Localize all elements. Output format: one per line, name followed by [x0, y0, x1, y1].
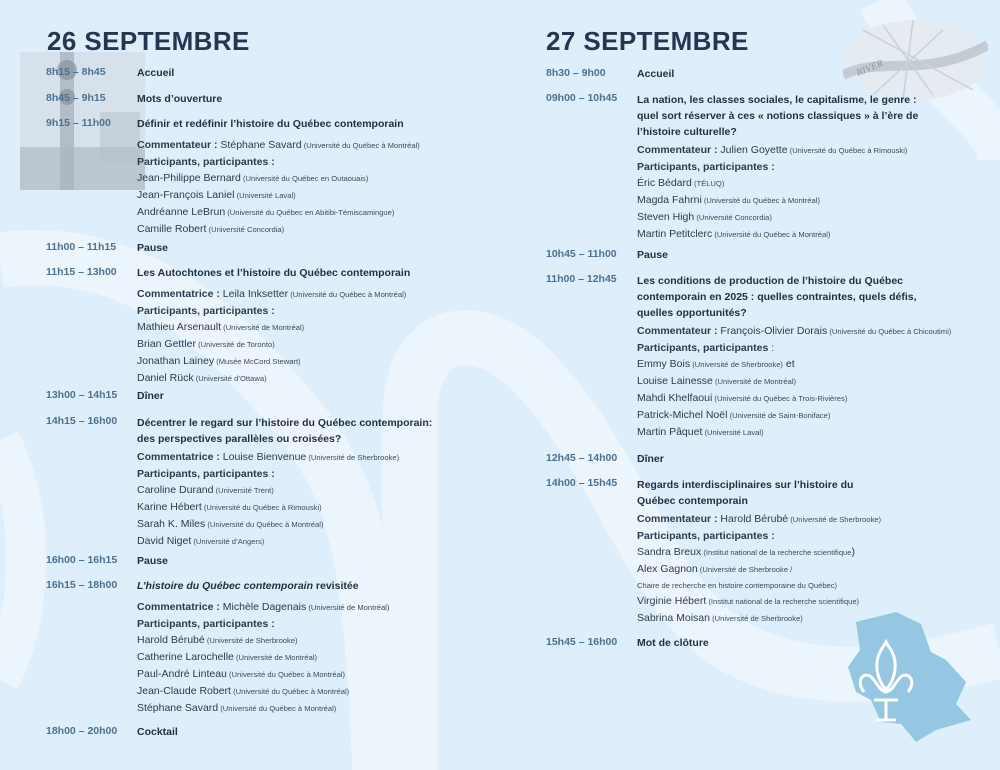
- session: [46, 579, 476, 717]
- person-name: Alex Gagnon: [637, 563, 698, 575]
- session-time: 13h00 – 14h15: [46, 389, 118, 401]
- map-label: RIVER: [855, 58, 885, 79]
- affiliation: (Université du Québec à Montréal): [701, 196, 820, 205]
- participants-heading: [137, 466, 476, 482]
- participant: [137, 336, 476, 353]
- participant: [637, 561, 976, 578]
- participant: [637, 610, 976, 627]
- session-title: Mot de clôture: [637, 637, 709, 649]
- participant: [137, 499, 476, 516]
- affiliation: (Institut national de la recherche scientifique: [701, 548, 852, 557]
- session-time: 16h00 – 16h15: [46, 554, 118, 566]
- session: [46, 241, 476, 255]
- person-name: Harold Bérubé: [137, 634, 205, 646]
- participant: [637, 226, 976, 243]
- affiliation: (Université de Montréal): [306, 603, 390, 612]
- participants-heading: [137, 303, 476, 319]
- session-title-suffix: revisitée: [313, 580, 359, 592]
- participant: [637, 192, 976, 209]
- affiliation: (Université Laval): [234, 191, 296, 200]
- participant: [137, 666, 476, 683]
- role-label: Participants, participantes: [637, 342, 769, 354]
- person-name: Jean-Philippe Bernard: [137, 172, 241, 184]
- person-name: Patrick-Michel Noël: [637, 409, 728, 421]
- participant: [137, 683, 476, 700]
- affiliation: (Musée McCord Stewart): [214, 357, 301, 366]
- river-map: [843, 20, 988, 100]
- session-title: Accueil: [637, 68, 675, 80]
- affiliation: (Université Trent): [213, 486, 274, 495]
- participant-affiliation-continued: [637, 578, 976, 593]
- person-name: Sabrina Moisan: [637, 612, 710, 624]
- person-name: Jean-Claude Robert: [137, 685, 231, 697]
- participant: [637, 593, 976, 610]
- affiliation: (Institut national de la recherche scientifique): [706, 597, 860, 606]
- role-label: Participants, participantes :: [137, 156, 275, 168]
- affiliation: (Université du Québec en Abitibi-Témiscamingue): [225, 208, 395, 217]
- session: [546, 248, 976, 262]
- session-time: 09h00 – 10h45: [546, 92, 618, 104]
- affiliation: (Université du Québec à Montréal): [218, 704, 337, 713]
- commentator-line: [137, 137, 476, 154]
- affiliation: (Université de Sherbrooke): [709, 614, 803, 623]
- session: [546, 273, 976, 441]
- person-name: Mathieu Arsenault: [137, 321, 222, 333]
- affiliation: (Université du Québec à Montréal): [226, 670, 346, 679]
- session-time: 15h45 – 16h00: [546, 636, 618, 648]
- session-title: Accueil: [137, 67, 175, 79]
- day1-title: 26 SEPTEMBRE: [47, 26, 250, 56]
- person-name: Brian Gettler: [137, 338, 196, 350]
- affiliation: (Université de Saint-Boniface): [727, 411, 831, 420]
- affiliation: (Université du Québec à Montréal): [205, 520, 324, 529]
- person-name: Stéphane Savard: [217, 139, 302, 151]
- affiliation: (Université du Québec à Montréal): [288, 290, 407, 299]
- participant: [137, 221, 476, 238]
- session-title: Décentrer le regard sur l’histoire du Québec contemporain: des perspectives parallèles ou croisées?: [137, 417, 433, 445]
- session-title: Cocktail: [137, 726, 178, 738]
- session-title: Les Autochtones et l’histoire du Québec contemporain: [137, 267, 411, 279]
- affiliation: (Université du Québec à Chicoutimi): [827, 327, 952, 336]
- commentator-line: [637, 142, 976, 159]
- affiliation: (Université du Québec en Outaouais): [240, 174, 369, 183]
- role-label: Participants, participantes :: [637, 161, 775, 173]
- participant: [137, 533, 476, 550]
- day2-title: 27 SEPTEMBRE: [546, 26, 749, 56]
- session-time: 11h15 – 13h00: [46, 266, 117, 278]
- affiliation: (Université d’Angers): [191, 537, 265, 546]
- participant: [137, 204, 476, 221]
- role-label: Commentateur :: [637, 325, 718, 337]
- session: [46, 725, 476, 739]
- participant: [637, 356, 976, 373]
- participant: [637, 424, 976, 441]
- person-name: Caroline Durand: [137, 484, 214, 496]
- affiliation: (Université du Québec à Montréal): [230, 687, 350, 696]
- person-name: François-Olivier Dorais: [717, 325, 828, 337]
- participant: [137, 319, 476, 336]
- session-time: 12h45 – 14h00: [546, 452, 618, 464]
- participant: [637, 390, 976, 407]
- person-name: Sarah K. Miles: [137, 518, 206, 530]
- session-time: 11h00 – 12h45: [546, 273, 617, 285]
- session: [546, 452, 976, 466]
- conjunction: et: [782, 358, 795, 370]
- role-label: Participants, participantes :: [137, 468, 275, 480]
- person-name: Stéphane Savard: [137, 702, 219, 714]
- session-title: [137, 579, 476, 593]
- affiliation: (Université Laval): [702, 428, 764, 437]
- person-name: Martin Pâquet: [637, 426, 703, 438]
- person-name: Virginie Hébert: [637, 595, 707, 607]
- session-time: 18h00 – 20h00: [46, 725, 118, 737]
- person-name: Daniel Rück: [137, 372, 194, 384]
- role-label: Participants, participantes :: [137, 618, 275, 630]
- commentator-line: [137, 449, 476, 466]
- participants-heading: [637, 528, 976, 544]
- role-label: Commentatrice :: [137, 288, 220, 300]
- session-title: Mots d’ouverture: [137, 93, 223, 105]
- session-title: La nation, les classes sociales, le capitalisme, le genre : quel sort réserver à ces « notions classiques » à l’ère de l’histoire culturelle?: [637, 94, 919, 138]
- affiliation: (Université du Québec à Trois-Rivières): [712, 394, 848, 403]
- session: [46, 415, 476, 550]
- participant: [637, 175, 976, 192]
- session-title: Dîner: [637, 453, 664, 465]
- affiliation: (Université du Québec à Rimouski): [787, 146, 908, 155]
- session-title: Pause: [637, 249, 668, 261]
- affiliation: (Université de Sherbrooke): [788, 515, 881, 524]
- participant: [637, 373, 976, 390]
- participant: [137, 649, 476, 666]
- person-name: Leila Inksetter: [219, 288, 289, 300]
- participant: [137, 170, 476, 187]
- person-name: Sandra Breux: [637, 546, 702, 558]
- session-time: 10h45 – 11h00: [546, 248, 617, 260]
- affiliation: (Université de Sherbrooke): [690, 360, 783, 369]
- person-name: Karine Hébert: [137, 501, 202, 513]
- commentator-line: [637, 511, 976, 528]
- colon: :: [768, 342, 775, 354]
- affiliation: (Université Concordia): [206, 225, 285, 234]
- person-name: Julien Goyette: [717, 144, 788, 156]
- participant: [137, 482, 476, 499]
- session-time: 11h00 – 11h15: [46, 241, 117, 253]
- quebec-map: [826, 612, 971, 745]
- participant: [137, 700, 476, 717]
- affiliation: (TÉLUQ): [691, 179, 725, 188]
- person-name: Mahdi Khelfaoui: [637, 392, 713, 404]
- participants-heading: [637, 340, 976, 356]
- session-title: Dîner: [137, 390, 164, 402]
- role-label: Commentatrice :: [137, 451, 220, 463]
- participants-heading: [137, 154, 476, 170]
- person-name: Paul-André Linteau: [137, 668, 227, 680]
- person-name: Harold Bérubé: [717, 513, 789, 525]
- session-title: Pause: [137, 555, 168, 567]
- participant: [137, 187, 476, 204]
- affiliation: (Université de Sherbrooke /: [697, 565, 793, 574]
- person-name: David Niget: [137, 535, 192, 547]
- affiliation: (Université de Sherbrooke): [306, 453, 400, 462]
- person-name: Andréanne LeBrun: [137, 206, 226, 218]
- session-time: 8h30 – 9h00: [546, 67, 606, 79]
- participant: [637, 209, 976, 226]
- session: [546, 67, 976, 81]
- affiliation: (Université du Québec à Montréal): [712, 230, 831, 239]
- session: [546, 477, 976, 627]
- participant: [637, 407, 976, 424]
- person-name: Martin Petitclerc: [637, 228, 713, 240]
- session-time: 14h00 – 15h45: [546, 477, 618, 489]
- participants-heading: [137, 616, 476, 632]
- session-title-italic: L’histoire du Québec contemporain: [137, 580, 313, 592]
- person-name: Éric Bédard: [637, 177, 692, 189]
- person-name: Magda Fahrni: [637, 194, 702, 206]
- session-title: Regards interdisciplinaires sur l’histoire du Québec contemporain: [637, 479, 854, 507]
- person-name: Michèle Dagenais: [219, 601, 307, 613]
- commentator-line: [637, 323, 976, 340]
- affiliation: (Université de Montréal): [712, 377, 797, 386]
- affiliation: (Université de Sherbrooke): [204, 636, 298, 645]
- person-name: Jean-François Laniel: [137, 189, 235, 201]
- affiliation: (Université d’Ottawa): [193, 374, 267, 383]
- session-title: Définir et redéfinir l’histoire du Québec contemporain: [137, 118, 404, 130]
- session-title: Pause: [137, 242, 168, 254]
- affiliation: (Université de Montréal): [221, 323, 305, 332]
- role-label: Commentateur :: [637, 144, 718, 156]
- participant: [637, 544, 976, 561]
- session: [46, 117, 476, 238]
- participant: [137, 632, 476, 649]
- session-title: Les conditions de production de l’histoire du Québec contemporain en 2025 : quelles contraintes, quels défis, quelles opportunités?: [637, 275, 917, 319]
- participants-heading: [637, 159, 976, 175]
- participant: [137, 353, 476, 370]
- person-name: Jonathan Lainey: [137, 355, 215, 367]
- person-name: Camille Robert: [137, 223, 207, 235]
- person-name: Steven High: [637, 211, 695, 223]
- participant: [137, 516, 476, 533]
- session-time: 9h15 – 11h00: [46, 117, 111, 129]
- session: [46, 389, 476, 403]
- person-name: Louise Lainesse: [637, 375, 713, 387]
- session: [546, 636, 976, 650]
- session: [46, 554, 476, 568]
- affiliation: Chaire de recherche en histoire contemporaine du Québec): [637, 581, 838, 590]
- session-time: 8h45 – 9h15: [46, 92, 106, 104]
- ribbon-bottom-left: [0, 440, 26, 680]
- person-name: Louise Bienvenue: [219, 451, 307, 463]
- affiliation: (Université de Toronto): [195, 340, 275, 349]
- role-label: Commentatrice :: [137, 601, 220, 613]
- session-time: 8h15 – 8h45: [46, 66, 106, 78]
- commentator-line: [137, 286, 476, 303]
- affiliation: (Université du Québec à Rimouski): [201, 503, 322, 512]
- session: [46, 266, 476, 387]
- session: [46, 92, 476, 106]
- session: [546, 92, 976, 243]
- role-label: Commentateur :: [637, 513, 718, 525]
- person-name: Catherine Larochelle: [137, 651, 234, 663]
- session: [46, 66, 476, 80]
- session-time: 16h15 – 18h00: [46, 579, 118, 591]
- closing-paren: ): [851, 546, 855, 558]
- session-time: 14h15 – 16h00: [46, 415, 118, 427]
- affiliation: (Université de Montréal): [233, 653, 318, 662]
- affiliation: (Université du Québec à Montréal): [301, 141, 420, 150]
- affiliation: (Université Concordia): [694, 213, 772, 222]
- participant: [137, 370, 476, 387]
- person-name: Emmy Bois: [637, 358, 691, 370]
- role-label: Participants, participantes :: [137, 305, 275, 317]
- role-label: Commentateur :: [137, 139, 218, 151]
- commentator-line: [137, 599, 476, 616]
- role-label: Participants, participantes :: [637, 530, 775, 542]
